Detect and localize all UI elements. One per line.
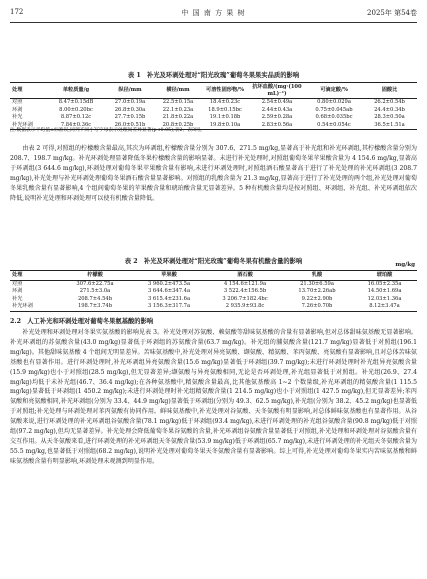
paragraph2-text: 补光处理和环剥处理对冬果实氨基酸的影响见表 3。补光处理对苏氨酸、赖氨酸等甜味氨基酸的含量有显著影响,但对总体甜味氨基酸无显著影响。补光环剥组的苏氨酸含量(43.0 mg/kg)显著低于环剥组的苏氨酸含量(63.7 mg/kg)。补光组的脯氨酸含量(121.7 mg/kg)显著低于对照组(196.1 mg/kg)。其他甜味氨基酸 4 个组间无明显差异。苦味氨基酸中,补光处理对异亮氨酸、缬氨酸、精氨酸、苯丙氨酸、亮氨酸有显著影响,且对总体苦味氨基酸也有显著作用。进行环剥处理时,补光环剥组异亮氨酸含量(15.6 mg/kg)显著低于环剥组(39.7 mg/kg);未进行环剥处理时补光组异亮氨酸含量(15.9 mg/kg)也小于对照组(28.5 mg/kg),但无显著差异;缬氨酸与异亮氨酸相同,无论是否环剥处理,补光组显著低于对照组。补光组(26.9、27.4 mg/kg)均低于未补光组(46.7、36.4 mg/kg);在各种氨基酸中,精氨酸含量最高,比其他氨基酸高 1~2 个数量级,补光环剥组的精氨酸含量(1 115.5 mg/kg)显著低于环剥组(1 450.2 mg/kg);未进行环剥处理时补光组精氨酸含量(1 214.5 mg/kg)也小于对照组(1 427.5 mg/kg),但无显著差异;苯丙氨酸和亮氨酸相同,补光环剥组(分别为 33.4、44.9 mg/kg)显著低于环剥组(分别为 49.3、62.5 mg/kg),补光组(分别为 38.2、45.2 mg/kg)也显著低于对照组;补光处理与环剥处理对苯丙氨酸有协同作用。鲜味氨基酸中,补光处理对谷氨酸、天冬氨酸有明显影响,对总体鲜味氨基酸也有显著作用。从谷氨酸来说,进行环剥处理的补光环剥组谷氨酸含量(78.1 mg/kg)低于环剥组(93.4 mg/kg),未进行环剥处理的补光组谷氨酸含量(90.8 mg/kg)低于对照组(97.2 mg/kg),但均无显著差异。补光处理会降低葡萄冬果谷氨酸的含量,补光环剥组谷氨酸含量显著低于对照组,补光处理和环剥处理对谷氨酸含量有交互作用。从天冬氨酸来看,进行环剥处理的补光环剥组天冬氨酸含量(53.9 mg/kg)低于环剥组(65.7 mg/kg),未进行环剥处理的补光组天冬氨酸含量为 55.5 mg/kg,也显著低于对照组(68.2 mg/kg),说明补光处理对葡萄冬果天冬氨酸含量有显著影响。综上可得,补光处理对葡萄冬果实内苦味氨基酸和鲜味氨基酸含量有明显影响,环剥处理未观测到明显作用。 [10, 329, 417, 465]
table-cell: 22.1±0.23a [162, 106, 194, 113]
column-header: 可滴定酸/% [320, 87, 348, 94]
table-cell: 补光环剥 [12, 121, 33, 128]
table2-unit: mg/kg [395, 262, 415, 268]
table-cell: 24.4±0.34b [374, 106, 405, 113]
table-cell: 21.30±6.59a [300, 280, 334, 287]
column-header: 可溶性固形物/% [206, 87, 244, 94]
paragraph-amino-acids [10, 328, 417, 574]
table-cell: 20.8±0.25b [162, 121, 194, 128]
column-header: 苹果酸 [161, 272, 177, 278]
table1-header-row [10, 83, 417, 99]
table-cell: 307.6±22.75a [76, 280, 114, 287]
paragraph-organic-acids [10, 144, 417, 252]
table-cell: 3 522.4±156.5b [223, 288, 267, 295]
table-cell: 8.87±0.12c [60, 114, 92, 121]
table-cell: 3 615.4±231.6a [147, 295, 191, 302]
table-cell: 36.5±1.51a [374, 121, 405, 128]
column-header: 纵径/mm [118, 87, 142, 94]
table-cell: 12.03±1.36a [367, 295, 402, 302]
table-cell: 26.2±0.54b [374, 99, 405, 105]
table-cell: 19.1±0.18b [209, 114, 241, 121]
table-row [10, 107, 417, 115]
table-cell: 3 156.3±317.7a [147, 303, 191, 310]
table-cell: 14.50±1.69a [367, 288, 402, 295]
table-cell: 18.9±0.15bc [208, 106, 242, 113]
table-cell: 271.5±3.0a [79, 288, 111, 295]
column-header: 处理 [12, 87, 23, 94]
table-cell: 0.68±0.035bc [315, 114, 353, 121]
column-header: 固酸比 [381, 87, 398, 94]
table-cell: 8.00±0.20bc [59, 106, 93, 113]
table-cell: 2.44±0.43a [261, 106, 293, 113]
column-header: 单粒质量/g [62, 87, 90, 94]
table-cell: 对照 [12, 280, 23, 287]
column-header: 琥珀酸 [376, 272, 393, 278]
table-cell: 2.83±0.56a [261, 121, 293, 128]
table-cell: 7.84±0.36c [60, 121, 92, 128]
table-row [10, 288, 417, 296]
table-cell: 2.54±0.49a [261, 99, 293, 105]
table2 [10, 270, 417, 312]
table-cell: 18.4±0.23c [209, 99, 241, 105]
table-cell: 208.7±4.54b [77, 295, 113, 302]
journal-title: 中 国 南 方 果 树 [181, 9, 246, 17]
column-header: 酒石酸 [237, 272, 253, 278]
table-row [10, 303, 417, 311]
table-row [10, 114, 417, 122]
table-cell: 9.22±2.90b [301, 295, 333, 302]
table-cell: 27.7±0.15b [114, 114, 146, 121]
table-cell: 27.0±0.19a [114, 99, 146, 105]
table-cell: 补光环剥 [12, 303, 33, 310]
table-cell: 26.0±0.51b [114, 121, 146, 128]
table-cell: 0.80±0.029a [317, 99, 351, 105]
table2-header-row [10, 271, 417, 281]
column-header: 乳酸 [311, 272, 323, 278]
table-cell: 16.05±2.35a [367, 280, 402, 287]
table-cell: 7.26±0.70b [301, 303, 333, 310]
table1 [10, 82, 417, 130]
table-cell: 13.70±2.26ab [298, 288, 336, 295]
table1-note: 注:数据表示平均值±标准误;同列不同小写字母表示处理间差异显著(p<0.05),表2、表3同。 [10, 128, 205, 133]
header-rule [10, 22, 417, 23]
table-row [10, 280, 417, 288]
column-header: 处理 [12, 272, 23, 278]
paragraph1-text: 由表 2 可得,对照组的柠檬酸含量最高,其次为环剥组,柠檬酸含量分别为 307.6、271.5 mg/kg,显著高于补光组和补光环剥组,其柠檬酸含量分别为 208.7、198.7 mg/kg。补光环剥处理显著降低冬果柠檬酸含量的影响显著。未进行补光处理时,对照组葡萄冬果苹果酸含量为 4 154.6 mg/kg,显著高于环剥组(3 644.6 mg/kg),环剥处理对葡萄冬果苹果酸含量有影响,未进行环剥处理时,对照组酒石酸显著高于进行了补光处理的补光环剥组(3 208.7 mg/kg),补光处理与补光环剥处理葡萄冬果酒石酸含量显著影响。对照组的乳酸含量为 21.3 mg/kg,显著高于进行了补光处理的两个组,补光处理对葡萄冬果乳酸含量有显著影响,4 个组间葡萄冬果的苹果酸含量和琥珀酸含量无显著差异。5 种有机酸含量均是按对照组、环剥组、补光组、补光环剥组依次降低,说明补光处理和环剥处理可以使有机酸含量降低。 [10, 145, 417, 202]
table2-caption: 表 2 补光及环剥处理对“阳光玫瑰”葡萄冬果有机酸含量的影响 [124, 258, 303, 265]
table-cell: 3 206.7±182.4bc [222, 295, 268, 302]
table-cell: 4 154.6±121.9a [223, 280, 267, 287]
table-cell: 198.7±3.74b [77, 303, 113, 310]
table-cell: 3 644.6±347.4a [147, 288, 191, 295]
section-heading: 2.2 人工补光和环剥处理对葡萄冬果氨基酸的影响 [10, 318, 154, 325]
column-header: 抗坏血酸/(mg·(100 mL)⁻¹) [252, 84, 302, 97]
table-cell: 3 960.2±473.5a [147, 280, 191, 287]
table-cell: 0.54±0.054c [317, 121, 351, 128]
table-cell: 8.47±0.15dB [58, 99, 94, 105]
table-cell: 8.12±3.47a [369, 303, 400, 310]
column-header: 横径/mm [166, 87, 190, 94]
column-header: 柠檬酸 [87, 272, 103, 278]
issue-info: 2025年 第54卷 [367, 9, 417, 17]
table-cell: 26.8±0.30a [114, 106, 146, 113]
table-row [10, 99, 417, 107]
table-cell: 22.5±0.15a [162, 99, 194, 105]
table-cell: 2 935.9±93.8c [225, 303, 265, 310]
table-cell: 2.59±0.28a [261, 114, 293, 121]
table-cell: 21.8±0.22a [162, 114, 194, 121]
table1-caption: 表 1 补光及环剥处理对“阳光玫瑰”葡萄冬果果实品质的影响 [127, 72, 300, 79]
table-cell: 环剥 [12, 288, 23, 295]
table-cell: 19.8±0.10a [209, 121, 241, 128]
table-cell: 28.3±0.50a [374, 114, 405, 121]
table-cell: 补光 [12, 295, 23, 302]
table-cell: 0.75±0.045ab [315, 106, 353, 113]
table-cell: 对照 [12, 99, 23, 105]
page-number: 172 [10, 8, 24, 16]
table-cell: 补光 [12, 114, 23, 121]
table-row [10, 296, 417, 304]
page-header [10, 6, 417, 22]
table-cell: 环剥 [12, 106, 23, 113]
